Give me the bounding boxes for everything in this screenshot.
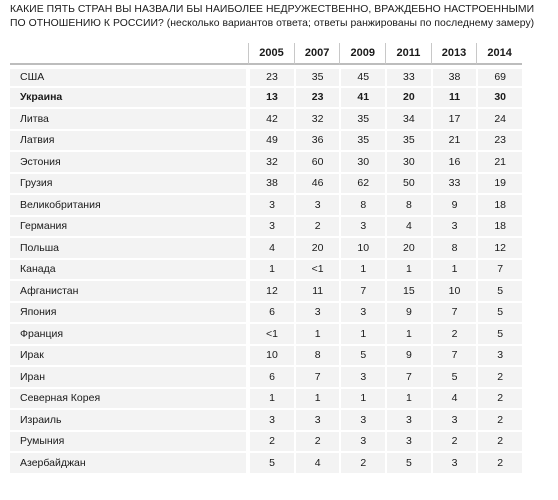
value-cell: 12 bbox=[476, 237, 522, 259]
value-cell: 7 bbox=[431, 345, 477, 367]
table-row bbox=[10, 280, 522, 302]
country-cell: Израиль bbox=[10, 409, 248, 431]
table-row bbox=[10, 409, 522, 431]
value-cell: 1 bbox=[294, 323, 340, 345]
value-cell: 45 bbox=[339, 65, 385, 87]
value-cell: 7 bbox=[431, 302, 477, 324]
value-cell: 3 bbox=[339, 302, 385, 324]
value-cell: 32 bbox=[294, 108, 340, 130]
table-row bbox=[10, 173, 522, 195]
value-cell: 3 bbox=[431, 216, 477, 238]
value-cell: 20 bbox=[294, 237, 340, 259]
country-cell: Северная Корея bbox=[10, 388, 248, 410]
country-cell: Иран bbox=[10, 366, 248, 388]
country-cell: Эстония bbox=[10, 151, 248, 173]
value-cell: <1 bbox=[248, 323, 294, 345]
country-cell: Афганистан bbox=[10, 280, 248, 302]
value-cell: 13 bbox=[248, 87, 294, 109]
value-cell: 30 bbox=[339, 151, 385, 173]
table-row bbox=[10, 108, 522, 130]
value-cell: 5 bbox=[339, 345, 385, 367]
table-row bbox=[10, 388, 522, 410]
value-cell: 5 bbox=[385, 452, 431, 474]
value-cell: 5 bbox=[476, 280, 522, 302]
value-cell: 10 bbox=[431, 280, 477, 302]
value-cell: 2 bbox=[431, 323, 477, 345]
table-row bbox=[10, 216, 522, 238]
value-cell: 3 bbox=[248, 216, 294, 238]
value-cell: 7 bbox=[476, 259, 522, 281]
header-year-2009: 2009 bbox=[339, 43, 385, 65]
value-cell: 1 bbox=[294, 388, 340, 410]
value-cell: 3 bbox=[431, 409, 477, 431]
value-cell: 30 bbox=[476, 87, 522, 109]
header-year-2005: 2005 bbox=[248, 43, 294, 65]
value-cell: 50 bbox=[385, 173, 431, 195]
table-row bbox=[10, 259, 522, 281]
value-cell: <1 bbox=[294, 259, 340, 281]
value-cell: 3 bbox=[385, 409, 431, 431]
country-cell: Румыния bbox=[10, 431, 248, 453]
value-cell: 24 bbox=[476, 108, 522, 130]
value-cell: 2 bbox=[294, 431, 340, 453]
value-cell: 8 bbox=[431, 237, 477, 259]
value-cell: 21 bbox=[476, 151, 522, 173]
table-row bbox=[10, 65, 522, 87]
value-cell: 2 bbox=[339, 452, 385, 474]
value-cell: 12 bbox=[248, 280, 294, 302]
country-cell: Канада bbox=[10, 259, 248, 281]
value-cell: 38 bbox=[431, 65, 477, 87]
header-country-blank bbox=[10, 43, 248, 65]
country-cell: Азербайджан bbox=[10, 452, 248, 474]
value-cell: 38 bbox=[248, 173, 294, 195]
value-cell: 10 bbox=[339, 237, 385, 259]
value-cell: 3 bbox=[385, 431, 431, 453]
value-cell: 3 bbox=[248, 194, 294, 216]
value-cell: 5 bbox=[248, 452, 294, 474]
value-cell: 3 bbox=[248, 409, 294, 431]
value-cell: 3 bbox=[431, 452, 477, 474]
value-cell: 34 bbox=[385, 108, 431, 130]
value-cell: 17 bbox=[431, 108, 477, 130]
country-cell: Грузия bbox=[10, 173, 248, 195]
value-cell: 9 bbox=[385, 345, 431, 367]
value-cell: 11 bbox=[294, 280, 340, 302]
value-cell: 3 bbox=[476, 345, 522, 367]
value-cell: 2 bbox=[476, 452, 522, 474]
table-row bbox=[10, 151, 522, 173]
header-year-2014: 2014 bbox=[476, 43, 522, 65]
value-cell: 35 bbox=[339, 130, 385, 152]
value-cell: 21 bbox=[431, 130, 477, 152]
value-cell: 36 bbox=[294, 130, 340, 152]
country-cell: Литва bbox=[10, 108, 248, 130]
value-cell: 69 bbox=[476, 65, 522, 87]
value-cell: 2 bbox=[248, 431, 294, 453]
value-cell: 2 bbox=[476, 431, 522, 453]
value-cell: 60 bbox=[294, 151, 340, 173]
value-cell: 1 bbox=[339, 388, 385, 410]
value-cell: 2 bbox=[476, 409, 522, 431]
table-row bbox=[10, 366, 522, 388]
value-cell: 8 bbox=[339, 194, 385, 216]
table-row bbox=[10, 237, 522, 259]
value-cell: 3 bbox=[339, 216, 385, 238]
value-cell: 41 bbox=[339, 87, 385, 109]
header-year-2011: 2011 bbox=[385, 43, 431, 65]
value-cell: 4 bbox=[248, 237, 294, 259]
value-cell: 4 bbox=[294, 452, 340, 474]
value-cell: 9 bbox=[431, 194, 477, 216]
country-cell: Латвия bbox=[10, 130, 248, 152]
value-cell: 20 bbox=[385, 237, 431, 259]
value-cell: 5 bbox=[431, 366, 477, 388]
value-cell: 11 bbox=[431, 87, 477, 109]
value-cell: 8 bbox=[385, 194, 431, 216]
value-cell: 18 bbox=[476, 216, 522, 238]
title-note: (несколько вариантов ответа; ответы ранжированы по последнему замеру) bbox=[163, 18, 535, 29]
value-cell: 2 bbox=[294, 216, 340, 238]
value-cell: 33 bbox=[431, 173, 477, 195]
country-cell: Украина bbox=[10, 87, 248, 109]
value-cell: 3 bbox=[339, 431, 385, 453]
value-cell: 62 bbox=[339, 173, 385, 195]
table-body bbox=[10, 65, 522, 474]
value-cell: 8 bbox=[294, 345, 340, 367]
table-row bbox=[10, 345, 522, 367]
value-cell: 1 bbox=[431, 259, 477, 281]
value-cell: 15 bbox=[385, 280, 431, 302]
value-cell: 1 bbox=[385, 259, 431, 281]
value-cell: 23 bbox=[294, 87, 340, 109]
survey-table-container bbox=[10, 43, 522, 474]
survey-table bbox=[10, 43, 522, 474]
value-cell: 1 bbox=[248, 259, 294, 281]
value-cell: 7 bbox=[294, 366, 340, 388]
value-cell: 7 bbox=[385, 366, 431, 388]
table-row bbox=[10, 194, 522, 216]
value-cell: 4 bbox=[385, 216, 431, 238]
value-cell: 5 bbox=[476, 323, 522, 345]
value-cell: 35 bbox=[339, 108, 385, 130]
table-row bbox=[10, 452, 522, 474]
value-cell: 9 bbox=[385, 302, 431, 324]
value-cell: 10 bbox=[248, 345, 294, 367]
value-cell: 4 bbox=[431, 388, 477, 410]
value-cell: 6 bbox=[248, 302, 294, 324]
value-cell: 3 bbox=[294, 194, 340, 216]
header-row bbox=[10, 43, 522, 65]
value-cell: 1 bbox=[339, 259, 385, 281]
value-cell: 33 bbox=[385, 65, 431, 87]
value-cell: 2 bbox=[476, 388, 522, 410]
value-cell: 42 bbox=[248, 108, 294, 130]
value-cell: 16 bbox=[431, 151, 477, 173]
value-cell: 3 bbox=[339, 366, 385, 388]
value-cell: 2 bbox=[431, 431, 477, 453]
value-cell: 18 bbox=[476, 194, 522, 216]
title-question: КАКИЕ ПЯТЬ СТРАН ВЫ НАЗВАЛИ БЫ НАИБОЛЕЕ НЕДРУЖЕСТВЕННО, ВРАЖДЕБНО НАСТРОЕННЫМИ ПО ОТНОШЕНИЮ К РОССИИ? bbox=[10, 4, 535, 29]
value-cell: 3 bbox=[294, 409, 340, 431]
value-cell: 35 bbox=[385, 130, 431, 152]
value-cell: 7 bbox=[339, 280, 385, 302]
value-cell: 23 bbox=[476, 130, 522, 152]
value-cell: 1 bbox=[385, 388, 431, 410]
value-cell: 30 bbox=[385, 151, 431, 173]
value-cell: 1 bbox=[248, 388, 294, 410]
country-cell: США bbox=[10, 65, 248, 87]
table-row bbox=[10, 87, 522, 109]
value-cell: 19 bbox=[476, 173, 522, 195]
country-cell: Польша bbox=[10, 237, 248, 259]
value-cell: 5 bbox=[476, 302, 522, 324]
table-row bbox=[10, 323, 522, 345]
header-year-2007: 2007 bbox=[294, 43, 340, 65]
country-cell: Ирак bbox=[10, 345, 248, 367]
value-cell: 49 bbox=[248, 130, 294, 152]
page-title bbox=[10, 3, 550, 31]
value-cell: 3 bbox=[339, 409, 385, 431]
country-cell: Франция bbox=[10, 323, 248, 345]
value-cell: 32 bbox=[248, 151, 294, 173]
table-row bbox=[10, 130, 522, 152]
table-row bbox=[10, 302, 522, 324]
header-year-2013: 2013 bbox=[431, 43, 477, 65]
value-cell: 46 bbox=[294, 173, 340, 195]
value-cell: 1 bbox=[385, 323, 431, 345]
value-cell: 20 bbox=[385, 87, 431, 109]
country-cell: Великобритания bbox=[10, 194, 248, 216]
table-row bbox=[10, 431, 522, 453]
value-cell: 23 bbox=[248, 65, 294, 87]
value-cell: 1 bbox=[339, 323, 385, 345]
value-cell: 6 bbox=[248, 366, 294, 388]
value-cell: 3 bbox=[294, 302, 340, 324]
country-cell: Германия bbox=[10, 216, 248, 238]
country-cell: Япония bbox=[10, 302, 248, 324]
value-cell: 2 bbox=[476, 366, 522, 388]
value-cell: 35 bbox=[294, 65, 340, 87]
